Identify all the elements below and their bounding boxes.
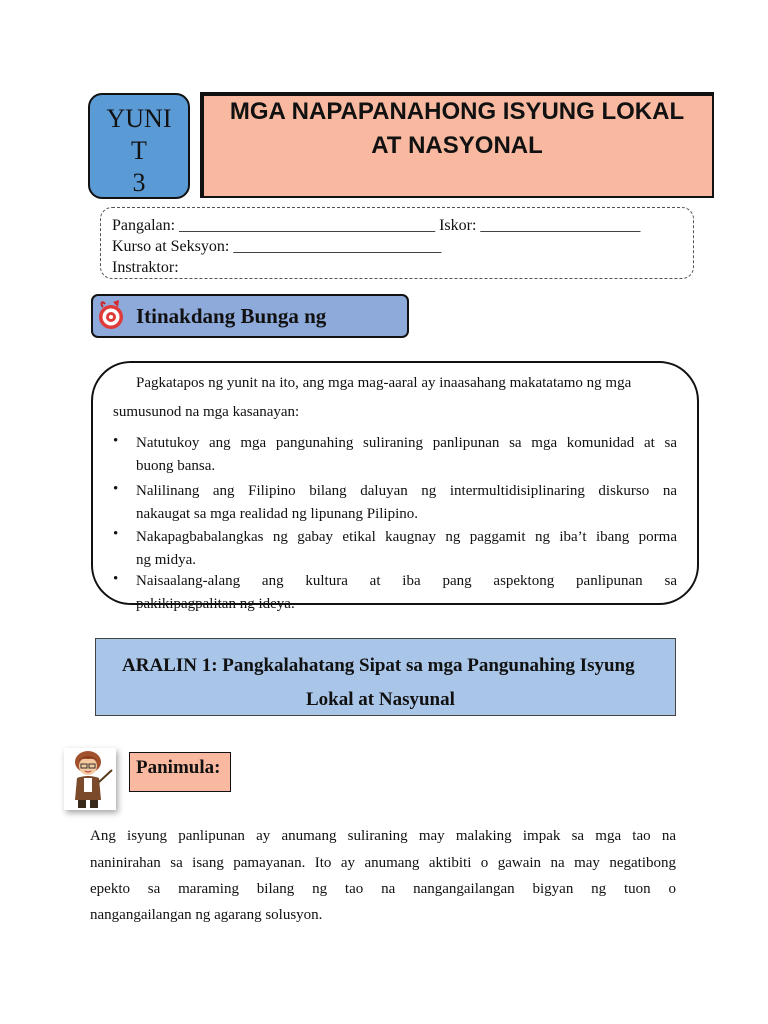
bullet-icon: • [113, 481, 119, 497]
unit-number: 3 [132, 168, 146, 197]
teacher-icon [64, 748, 116, 810]
lesson-title-line2: Lokal at Nasyunal [306, 689, 455, 710]
lesson-title-box [95, 638, 676, 716]
unit-label-line2: T [131, 136, 147, 165]
intro-paragraph-line: epekto sa maraming bilang ng tao na nangangailangan bigyan ng tuon o [90, 881, 676, 897]
objective-item-line2: buong bansa. [136, 458, 216, 474]
unit-title-line1: MGA NAPAPANAHONG ISYUNG LOKAL [229, 98, 685, 125]
instructor-line: Instraktor: [112, 259, 179, 276]
objectives-intro-line2: sumusunod na mga kasanayan: [113, 404, 300, 420]
bullet-icon: • [113, 571, 119, 587]
objective-item [136, 432, 677, 478]
unit-label-line1: YUNI [106, 104, 172, 133]
intro-paragraph-line: naninirahan sa isang pamayanan. Ito ay anumang aktibiti o gawain na may negatibong [90, 855, 676, 871]
unit-title-box [200, 92, 714, 198]
objectives-header [91, 294, 409, 338]
target-icon [97, 298, 127, 332]
student-info-box [100, 207, 694, 279]
intro-paragraph-line: nangangailangan ng agarang solusyon. [90, 907, 323, 923]
lesson-title-line1: ARALIN 1: Pangkalahatang Sipat sa mga Pangunahing Isyung [122, 655, 635, 676]
intro-label: Panimula: [136, 757, 221, 778]
course-section-line: Kurso at Seksyon: __________________________ [112, 238, 442, 255]
objective-item-line2: nakaugat sa mga realidad ng lipunang Pilipino. [136, 506, 419, 522]
objective-item [136, 570, 677, 616]
intro-label-box [129, 752, 231, 792]
bullet-icon: • [113, 526, 119, 542]
objective-item [136, 526, 677, 572]
objective-item-line1: Naisaalang-alang ang kultura at iba pang aspektong panlipunan sa [136, 573, 677, 589]
objectives-title: Itinakdang Bunga ng [136, 304, 327, 328]
unit-badge [88, 93, 190, 199]
objectives-intro-line1: Pagkatapos ng yunit na ito, ang mga mag-aaral ay inaasahang makatatamo ng mga [136, 375, 632, 391]
objective-item-line2: pakikipagpalitan ng ideya. [136, 596, 295, 612]
intro-paragraph-line: Ang isyung panlipunan ay anumang suliraning may malaking impak sa mga tao na [90, 828, 676, 844]
objective-item-line2: ng midya. [136, 552, 196, 568]
objective-item [136, 480, 677, 526]
objective-item-line1: Nalilinang ang Filipino bilang daluyan ng intermultidisiplinaring diskurso na [136, 483, 677, 499]
objective-item-line1: Natutukoy ang mga pangunahing suliraning panlipunan sa mga komunidad at sa [136, 435, 677, 451]
objective-item-line1: Nakapagbabalangkas ng gabay etikal kaugnay ng paggamit ng iba’t ibang porma [136, 529, 677, 545]
unit-title-line2: AT NASYONAL [371, 132, 543, 159]
bullet-icon: • [113, 433, 119, 449]
name-score-line: Pangalan: ________________________________ Iskor: ____________________ [112, 217, 641, 234]
